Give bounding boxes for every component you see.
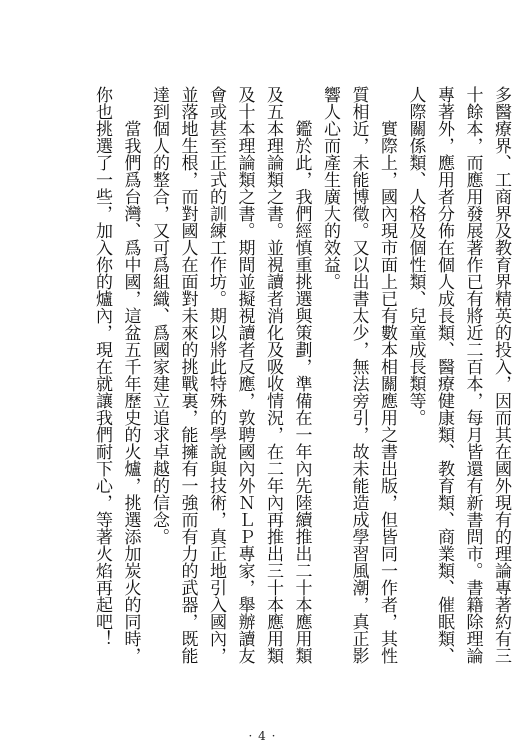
paragraph-2: 實際上，國內現市面上已有數本相關應用之書出版，但皆同一作者，其性質相近，未能博徵。又以出書太少，無法旁引，故未能造成學習風潮，真正影響人心而產生廣大的效益。 — [320, 86, 397, 664]
paragraph-1: 多醫療界、工商界及教育界精英的投入，因而其在國外現有的理論專著約有三十餘本，而應用發展著作已有將近二百本，每月皆還有新書問市。書籍除理論專著外，應用者分佈在個人成長類、醫療健康類、教育類、商業類、催眠類、人際關係類、人格及個性類、兒童成長類等。 — [405, 86, 511, 664]
page-number: · 4 · — [248, 729, 277, 743]
paragraph-3: 鑑於此，我們經慎重挑選與策劃，準備在一年內先陸續推出二十本應用類及五本理論類之書。並視讀者消化及吸收情況，在二年內再推出三十本應用類及十本理論類之書。期間並擬視讀者反應，敦聘國內外ＮＬＰ專家，舉辦讀友會或甚至正式的訓練工作坊。期以將此特殊的學說與技術，真正地引入國內，並落地生根，而對國人在面對未來的挑戰裏，能擁有一強而有力的武器，既能達到個人的整合，又可爲組織、爲國家建立追求卓越的信念。 — [149, 86, 312, 664]
vertical-text-body — [88, 86, 516, 676]
paragraph-4: 當我們爲台灣、爲中國，這盆五千年歷史的火爐，挑選添加炭火的同時，你也挑選了一些，加入你的爐內，現在就讓我們耐下心，等著火焰再起吧！ — [92, 86, 141, 664]
